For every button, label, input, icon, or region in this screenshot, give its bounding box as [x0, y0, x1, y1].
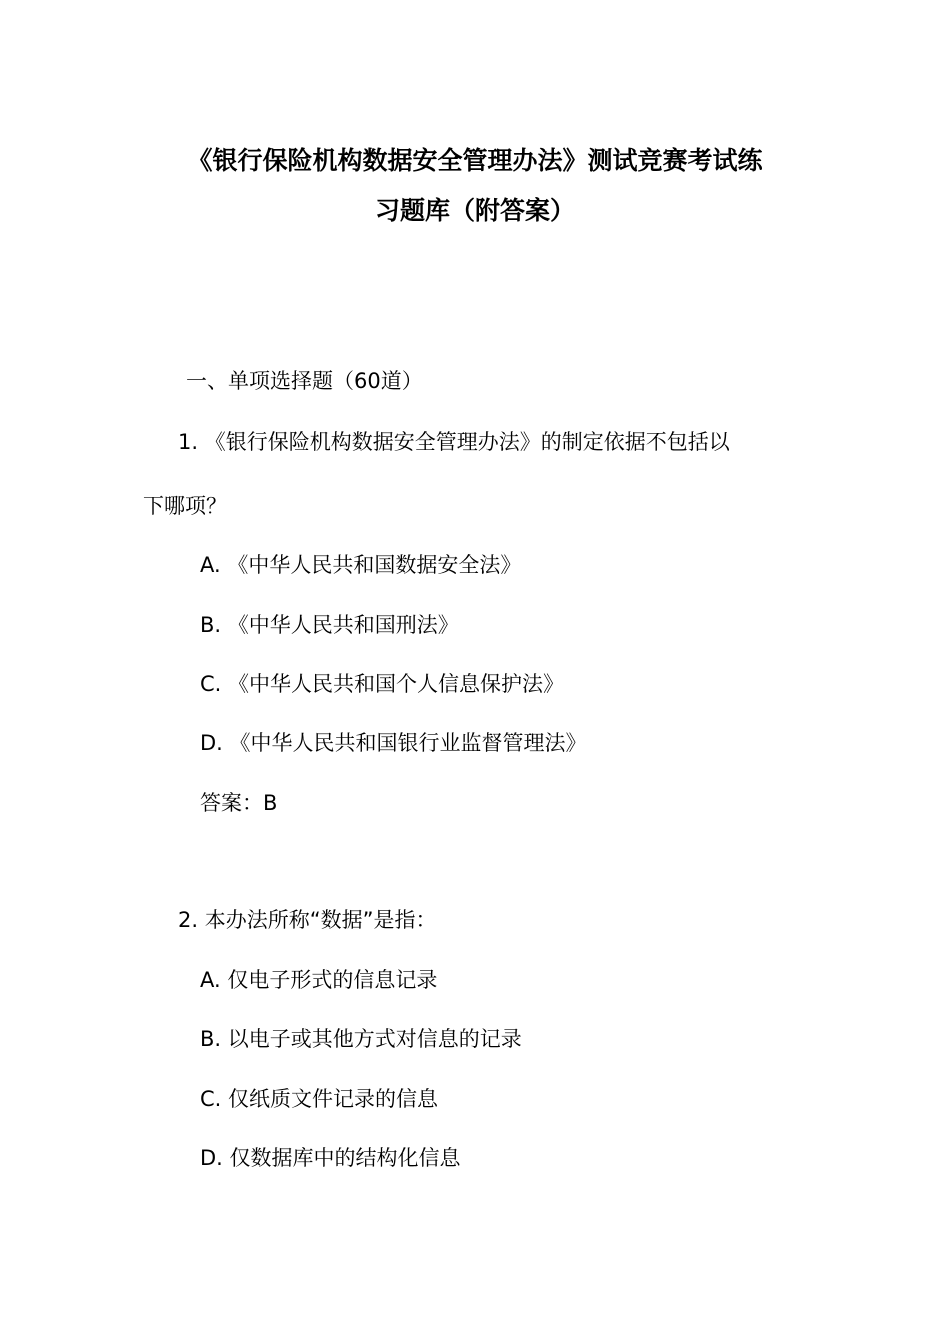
question-1-stem: [178, 432, 730, 453]
question-1-option-a: [200, 555, 521, 576]
question-1-answer: 答案：B: [200, 791, 278, 815]
option-label: B.: [200, 613, 222, 637]
question-text: 本办法所称“数据”是指：: [204, 908, 437, 932]
question-1-stem-continued: 下哪项？: [143, 494, 227, 518]
question-1-option-c: [200, 674, 564, 695]
question-text: 《银行保险机构数据安全管理办法》的制定依据不包括以: [204, 430, 730, 454]
option-label: B.: [200, 1027, 222, 1051]
document-title-line-2: 习题库（附答案）: [374, 196, 575, 225]
option-text: 仅纸质文件记录的信息: [228, 1087, 439, 1111]
question-2-option-a: [200, 970, 437, 991]
question-number: 2.: [178, 908, 199, 932]
question-2-option-c: [200, 1089, 438, 1110]
question-1-option-d: [200, 733, 587, 754]
option-label: D.: [200, 731, 223, 755]
question-number: 1.: [178, 430, 199, 454]
section-heading: 一、单项选择题（60道）: [186, 369, 423, 393]
option-text: 《中华人民共和国个人信息保护法》: [228, 672, 565, 696]
option-label: A.: [200, 968, 221, 992]
option-text: 《中华人民共和国数据安全法》: [227, 553, 522, 577]
option-label: D.: [200, 1146, 223, 1170]
option-text: 仅电子形式的信息记录: [227, 968, 438, 992]
document-title-line-1: 《银行保险机构数据安全管理办法》测试竞赛考试练: [187, 146, 763, 175]
option-label: C.: [200, 672, 222, 696]
option-text: 《中华人民共和国刑法》: [227, 613, 459, 637]
question-2-stem: [178, 910, 437, 931]
option-label: C.: [200, 1087, 222, 1111]
option-text: 以电子或其他方式对信息的记录: [227, 1027, 522, 1051]
option-text: 《中华人民共和国银行业监督管理法》: [229, 731, 587, 755]
question-2-option-b: [200, 1029, 522, 1050]
question-1-option-b: [200, 615, 459, 636]
option-label: A.: [200, 553, 221, 577]
question-2-option-d: [200, 1148, 461, 1169]
option-text: 仅数据库中的结构化信息: [229, 1146, 461, 1170]
